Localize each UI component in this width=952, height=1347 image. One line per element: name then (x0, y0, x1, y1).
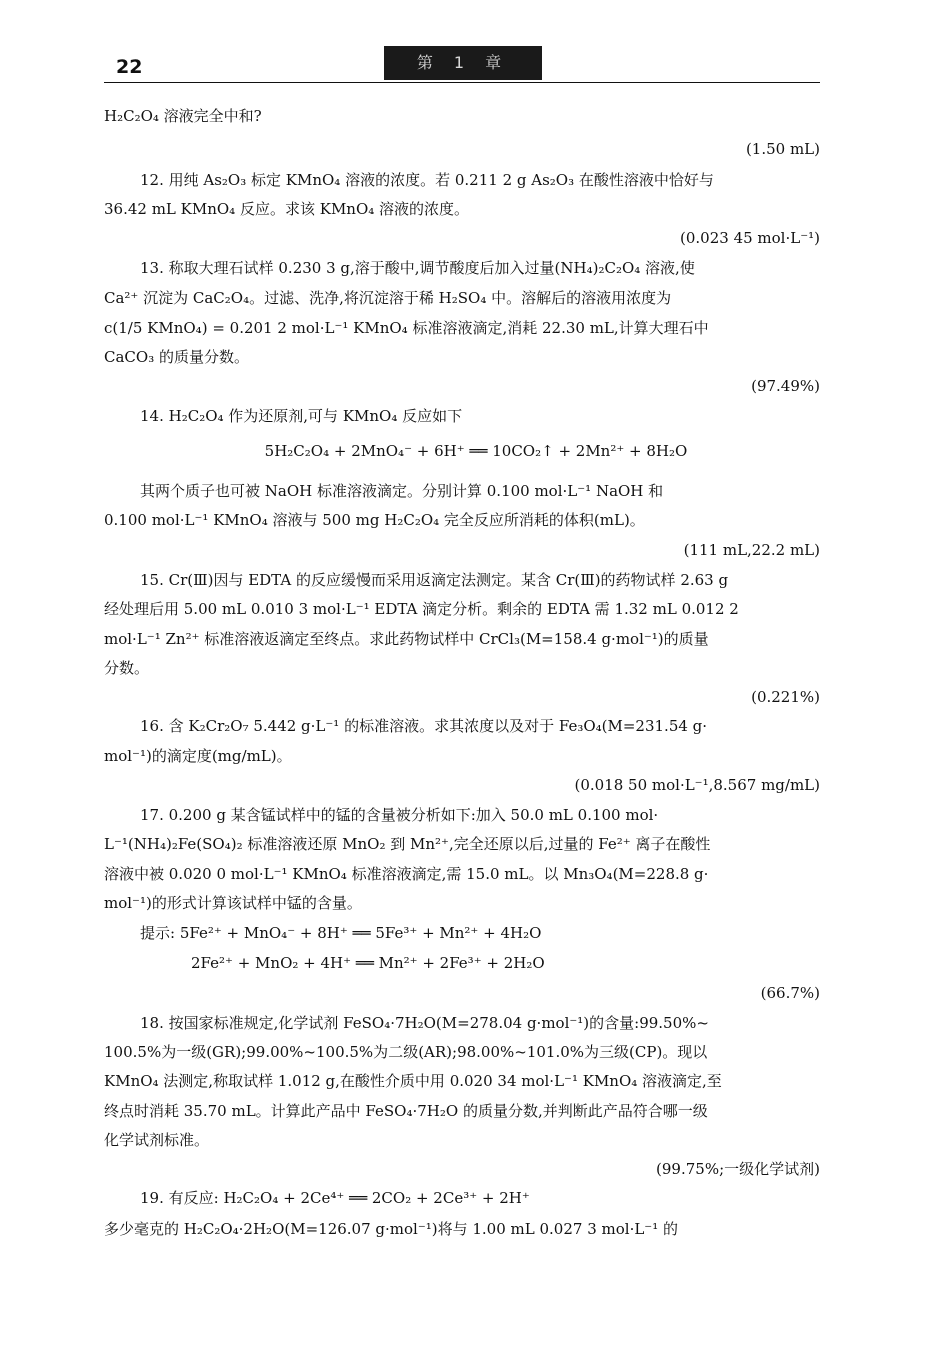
text-line: Ca²⁺ 沉淀为 CaC₂O₄。过滤、洗净,将沉淀溶于稀 H₂SO₄ 中。溶解后的溶液用浓度为 (104, 289, 672, 307)
hint-line: 提示: 5Fe²⁺ + MnO₄⁻ + 8H⁺ ══ 5Fe³⁺ + Mn²⁺ + 4H₂O (140, 924, 542, 942)
page-header (104, 46, 820, 86)
problem-17-line: 17. 0.200 g 某含锰试样中的锰的含量被分析如下:加入 50.0 mL 0.100 mol· (140, 806, 659, 824)
answer-line: (97.49%) (751, 377, 820, 395)
text-line: 终点时消耗 35.70 mL。计算此产品中 FeSO₄·7H₂O 的质量分数,并判断此产品符合哪一级 (104, 1102, 708, 1120)
page-number: 22 (116, 56, 143, 78)
chapter-label: 第 1 章 (384, 46, 542, 80)
text-line: 多少毫克的 H₂C₂O₄·2H₂O(M=126.07 g·mol⁻¹)将与 1.00 mL 0.027 3 mol·L⁻¹ 的 (104, 1220, 678, 1238)
text-line: 溶液中被 0.020 0 mol·L⁻¹ KMnO₄ 标准溶液滴定,需 15.0 mL。以 Mn₃O₄(M=228.8 g· (104, 865, 709, 883)
problem-12-line: 12. 用纯 As₂O₃ 标定 KMnO₄ 溶液的浓度。若 0.211 2 g As₂O₃ 在酸性溶液中恰好与 (140, 171, 714, 189)
problem-19-line: 19. 有反应: H₂C₂O₄ + 2Ce⁴⁺ ══ 2CO₂ + 2Ce³⁺ + 2H⁺ (140, 1189, 530, 1207)
text-line: CaCO₃ 的质量分数。 (104, 348, 249, 366)
text-line: c(1/5 KMnO₄) = 0.201 2 mol·L⁻¹ KMnO₄ 标准溶液滴定,消耗 22.30 mL,计算大理石中 (104, 319, 709, 337)
hint-equation-line: 2Fe²⁺ + MnO₂ + 4H⁺ ══ Mn²⁺ + 2Fe³⁺ + 2H₂O (191, 954, 545, 972)
problem-13-line: 13. 称取大理石试样 0.230 3 g,溶于酸中,调节酸度后加入过量(NH₄)₂C₂O₄ 溶液,使 (140, 259, 695, 277)
text-line: H₂C₂O₄ 溶液完全中和? (104, 107, 262, 125)
text-line: mol·L⁻¹ Zn²⁺ 标准溶液返滴定至终点。求此药物试样中 CrCl₃(M=158.4 g·mol⁻¹)的质量 (104, 630, 709, 648)
text-line: L⁻¹(NH₄)₂Fe(SO₄)₂ 标准溶液还原 MnO₂ 到 Mn²⁺,完全还原以后,过量的 Fe²⁺ 离子在酸性 (104, 835, 711, 853)
text-line: 其两个质子也可被 NaOH 标准溶液滴定。分别计算 0.100 mol·L⁻¹ NaOH 和 (140, 482, 664, 500)
problem-18-line: 18. 按国家标准规定,化学试剂 FeSO₄·7H₂O(M=278.04 g·mol⁻¹)的含量:99.50%~ (140, 1014, 709, 1032)
problem-15-line: 15. Cr(Ⅲ)因与 EDTA 的反应缓慢而采用返滴定法测定。某含 Cr(Ⅲ)的药物试样 2.63 g (140, 571, 729, 589)
answer-line: (0.018 50 mol·L⁻¹,8.567 mg/mL) (574, 776, 820, 794)
answer-line: (0.023 45 mol·L⁻¹) (680, 229, 820, 247)
answer-line: (1.50 mL) (745, 140, 820, 158)
text-line: 100.5%为一级(GR);99.00%~100.5%为二级(AR);98.00%~101.0%为三级(CP)。现以 (104, 1043, 708, 1061)
text-line: 36.42 mL KMnO₄ 反应。求该 KMnO₄ 溶液的浓度。 (104, 200, 470, 218)
text-line: 分数。 (104, 659, 150, 677)
text-line: KMnO₄ 法测定,称取试样 1.012 g,在酸性介质中用 0.020 34 mol·L⁻¹ KMnO₄ 溶液滴定,至 (104, 1072, 722, 1090)
equation-line: 5H₂C₂O₄ + 2MnO₄⁻ + 6H⁺ ══ 10CO₂↑ + 2Mn²⁺ + 8H₂O (264, 442, 688, 460)
text-line: mol⁻¹)的形式计算该试样中锰的含量。 (104, 894, 362, 912)
text-line: 化学试剂标准。 (104, 1131, 210, 1149)
answer-line: (66.7%) (760, 984, 820, 1002)
answer-line: (99.75%;一级化学试剂) (656, 1160, 820, 1178)
answer-line: (0.221%) (751, 688, 820, 706)
text-line: mol⁻¹)的滴定度(mg/mL)。 (104, 747, 292, 765)
problem-14-line: 14. H₂C₂O₄ 作为还原剂,可与 KMnO₄ 反应如下 (140, 407, 463, 425)
header-rule (104, 82, 820, 83)
text-line: 经处理后用 5.00 mL 0.010 3 mol·L⁻¹ EDTA 滴定分析。剩余的 EDTA 需 1.32 mL 0.012 2 (104, 600, 739, 618)
answer-line: (111 mL,22.2 mL) (683, 541, 820, 559)
problem-16-line: 16. 含 K₂Cr₂O₇ 5.442 g·L⁻¹ 的标准溶液。求其浓度以及对于 Fe₃O₄(M=231.54 g· (140, 717, 708, 735)
text-line: 0.100 mol·L⁻¹ KMnO₄ 溶液与 500 mg H₂C₂O₄ 完全反应所消耗的体积(mL)。 (104, 511, 645, 529)
